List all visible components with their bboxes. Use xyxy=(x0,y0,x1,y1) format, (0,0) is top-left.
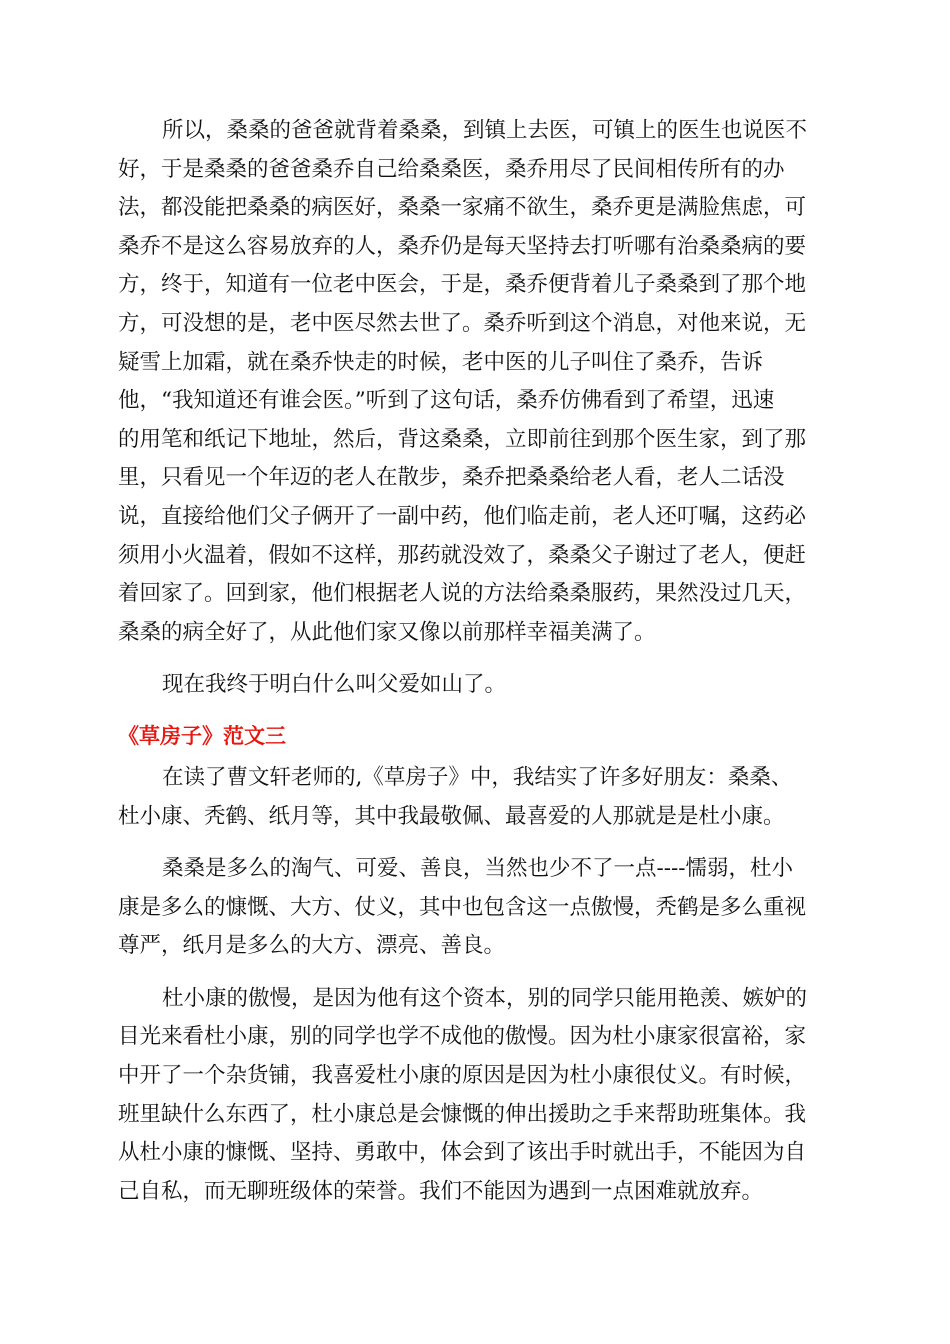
text-line: 他，“我知道还有谁会医。”听到了这句话，桑乔仿佛看到了希望，迅速 xyxy=(118,388,775,414)
text-line: 方，可没想的是，老中医尽然去世了。桑乔听到这个消息，对他来说，无 xyxy=(118,310,807,336)
text-line: 着回家了。回到家，他们根据老人说的方法给桑桑服药，果然没过几天， xyxy=(118,581,807,607)
text-line: 杜小康、秃鹤、纸月等，其中我最敬佩、最喜爱的人那就是是杜小康。 xyxy=(118,803,785,829)
text-line: 好，于是桑桑的爸爸桑乔自己给桑桑医，桑乔用尽了民间相传所有的办 xyxy=(118,156,785,182)
text-line: 从杜小康的慷慨、坚持、勇敢中，体会到了该出手时就出手，不能因为自 xyxy=(118,1140,807,1166)
text-line: 在读了曹文轩老师的,《草房子》中，我结实了许多好朋友：桑桑、 xyxy=(162,764,793,790)
text-line: 方，终于，知道有一位老中医会，于是，桑乔便背着儿子桑桑到了那个地 xyxy=(118,272,807,298)
text-line: 目光来看杜小康，别的同学也学不成他的傲慢。因为杜小康家很富裕，家 xyxy=(118,1024,807,1050)
document-page xyxy=(118,112,836,1211)
paragraph-intro xyxy=(118,759,836,836)
paragraph-story xyxy=(118,112,836,652)
text-line: 疑雪上加霜，就在桑乔快走的时候，老中医的儿子叫住了桑乔，告诉 xyxy=(118,349,764,375)
text-line: 现在我终于明白什么叫父爱如山了。 xyxy=(162,672,507,698)
paragraph-characters xyxy=(118,850,836,966)
text-line: 说，直接给他们父子俩开了一副中药，他们临走前，老人还叮嘱，这药必 xyxy=(118,503,807,529)
text-line: 须用小火温着，假如不这样，那药就没效了，桑桑父子谢过了老人，便赶 xyxy=(118,542,807,568)
text-line: 康是多么的慷慨、大方、仗义，其中也包含这一点傲慢，秃鹤是多么重视 xyxy=(118,894,807,920)
text-line: 中开了一个杂货铺，我喜爱杜小康的原因是因为杜小康很仗义。有时候， xyxy=(118,1063,807,1089)
text-line: 里，只看见一个年迈的老人在散步，桑乔把桑桑给老人看，老人二话没 xyxy=(118,465,785,491)
text-line: 的用笔和纸记下地址，然后，背这桑桑，立即前往到那个医生家，到了那 xyxy=(118,426,807,452)
text-line: 杜小康的傲慢，是因为他有这个资本，别的同学只能用艳羡、嫉妒的 xyxy=(162,985,808,1011)
text-line: 己自私，而无聊班级体的荣誉。我们不能因为遇到一点困难就放弃。 xyxy=(118,1178,764,1204)
text-line: 桑桑是多么的淘气、可爱、善良，当然也少不了一点----懦弱，杜小 xyxy=(162,856,794,882)
paragraph-conclusion xyxy=(118,666,836,705)
text-line: 桑乔不是这么容易放弃的人，桑乔仍是每天坚持去打听哪有治桑桑病的要 xyxy=(118,233,807,259)
text-line: 班里缺什么东西了，杜小康总是会慷慨的伸出援助之手来帮助班集体。我 xyxy=(118,1101,807,1127)
paragraph-du-xiaokang xyxy=(118,980,836,1212)
text-line: 所以，桑桑的爸爸就背着桑桑，到镇上去医，可镇上的医生也说医不 xyxy=(162,118,808,143)
text-line: 桑桑的病全好了，从此他们家又像以前那样幸福美满了。 xyxy=(118,619,656,645)
section-heading: 《草房子》范文三 xyxy=(118,723,286,748)
text-line: 尊严，纸月是多么的大方、漂亮、善良。 xyxy=(118,933,506,959)
text-line: 法，都没能把桑桑的病医好，桑桑一家痛不欲生，桑乔更是满脸焦虑，可 xyxy=(118,195,807,221)
